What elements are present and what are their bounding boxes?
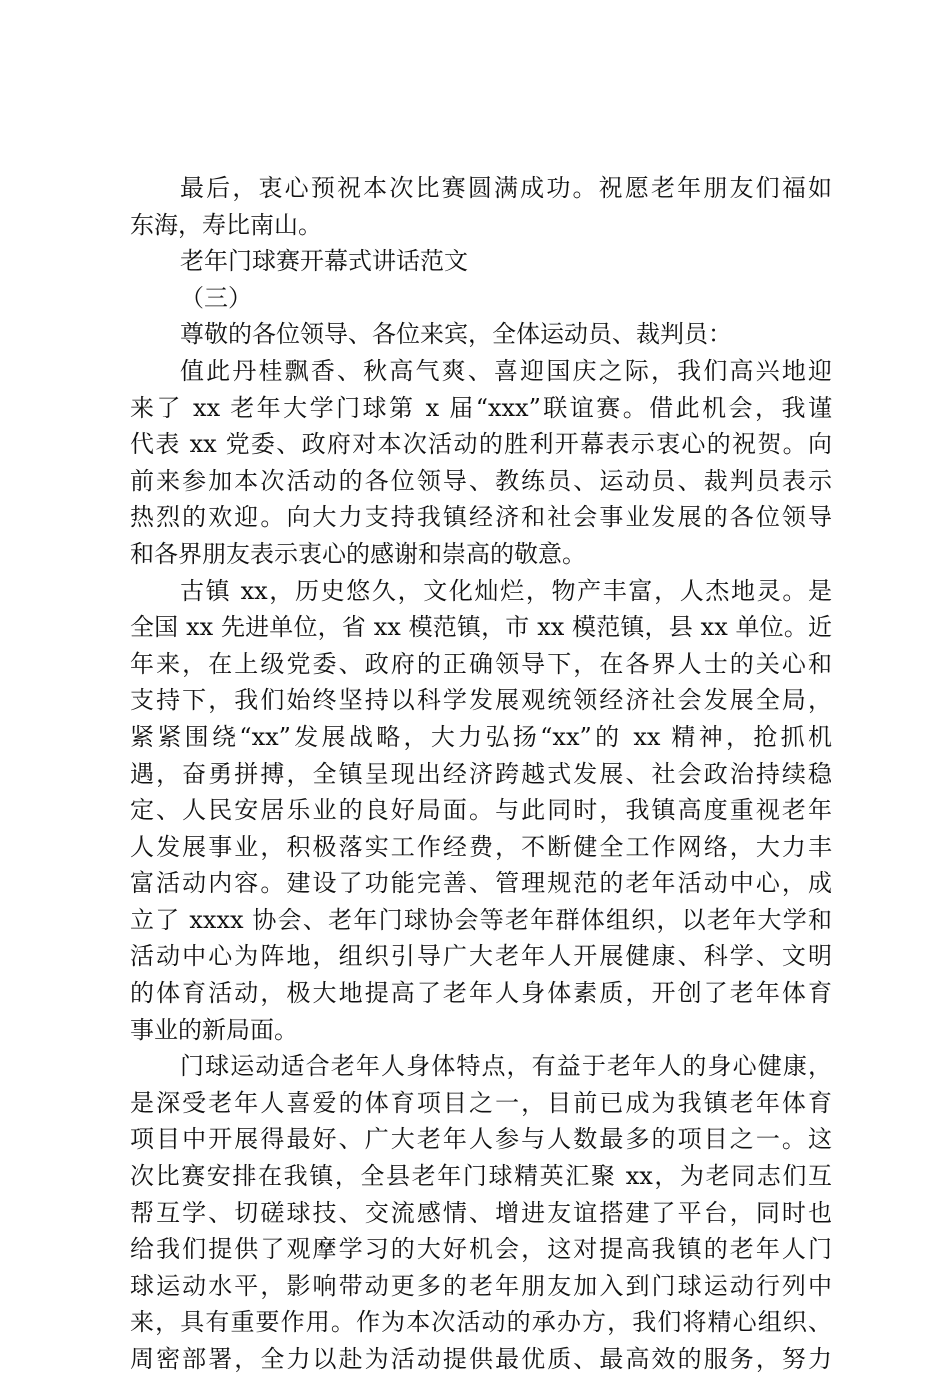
text-line: 代表 xx 党委、政府对本次活动的胜利开幕表示衷心的祝贺。向: [130, 430, 832, 459]
text-line: 热烈的欢迎。向大力支持我镇经济和社会事业发展的各位领导: [130, 503, 832, 532]
text-line: 人发展事业，积极落实工作经费，不断健全工作网络，大力丰: [130, 832, 832, 861]
text-line: 立了 xxxx 协会、老年门球协会等老年群体组织，以老年大学和: [130, 905, 832, 934]
text-line: 东海，寿比南山。: [130, 210, 322, 239]
section-number: （三）: [180, 283, 252, 312]
text-line: 遇，奋勇拼搏，全镇呈现出经济跨越式发展、社会政治持续稳: [130, 759, 832, 788]
text-line: 支持下，我们始终坚持以科学发展观统领经济社会发展全局，: [130, 686, 832, 715]
text-line: 值此丹桂飘香、秋高气爽、喜迎国庆之际，我们高兴地迎: [180, 356, 832, 385]
text-line: 次比赛安排在我镇，全县老年门球精英汇聚 xx，为老同志们互: [130, 1162, 832, 1191]
text-line: 帮互学、切磋球技、交流感情、增进友谊搭建了平台，同时也: [130, 1198, 832, 1227]
text-line: 前来参加本次活动的各位领导、教练员、运动员、裁判员表示: [130, 466, 832, 495]
text-line: 项目中开展得最好、广大老年人参与人数最多的项目之一。这: [130, 1125, 832, 1154]
text-line: 周密部署，全力以赴为活动提供最优质、最高效的服务，努力: [130, 1345, 832, 1373]
text-line: 和各界朋友表示衷心的感谢和崇高的敬意。: [130, 539, 586, 568]
text-line: 年来，在上级党委、政府的正确领导下，在各界人士的关心和: [130, 649, 832, 678]
text-line: 是深受老年人喜爱的体育项目之一，目前已成为我镇老年体育: [130, 1088, 832, 1117]
text-line: 的体育活动，极大地提高了老年人身体素质，开创了老年体育: [130, 979, 832, 1008]
text-line: 全国 xx 先进单位，省 xx 模范镇，市 xx 模范镇，县 xx 单位。近: [130, 613, 832, 642]
document-body: [130, 170, 832, 1378]
text-line: 来，具有重要作用。作为本次活动的承办方，我们将精心组织、: [130, 1308, 832, 1337]
text-line: 门球运动适合老年人身体特点，有益于老年人的身心健康，: [180, 1052, 832, 1081]
text-line: 球运动水平，影响带动更多的老年朋友加入到门球运动行列中: [130, 1271, 832, 1300]
salutation: 尊敬的各位领导、各位来宾，全体运动员、裁判员：: [180, 320, 732, 349]
text-line: 古镇 xx，历史悠久，文化灿烂，物产丰富，人杰地灵。是: [180, 576, 832, 605]
text-line: 紧紧围绕“xx”发展战略，大力弘扬“xx”的 xx 精神，抢抓机: [130, 722, 832, 751]
text-line: 事业的新局面。: [130, 1015, 298, 1044]
section-heading: 老年门球赛开幕式讲话范文: [180, 247, 468, 276]
text-line: 来了 xx 老年大学门球第 x 届“xxx”联谊赛。借此机会，我谨: [130, 393, 832, 422]
text-line: 富活动内容。建设了功能完善、管理规范的老年活动中心，成: [130, 869, 832, 898]
text-line: 最后，衷心预祝本次比赛圆满成功。祝愿老年朋友们福如: [180, 174, 832, 202]
text-line: 定、人民安居乐业的良好局面。与此同时，我镇高度重视老年: [130, 796, 832, 825]
text-line: 给我们提供了观摩学习的大好机会，这对提高我镇的老年人门: [130, 1235, 832, 1264]
text-line: 活动中心为阵地，组织引导广大老年人开展健康、科学、文明: [130, 942, 832, 971]
